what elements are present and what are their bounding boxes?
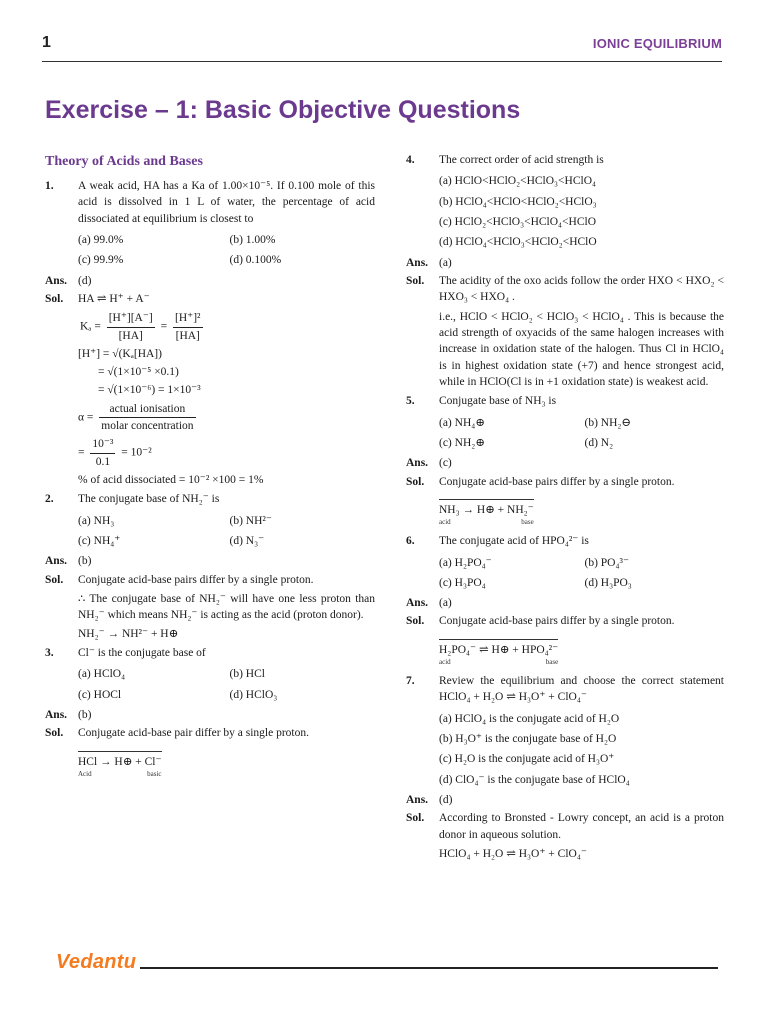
solution-explanation: ∴ The conjugate base of NH₂⁻ will have one less proton than NH₂⁻ which means NH₂⁻ is acting as the acid (proton donor). [78,593,375,622]
option-d: (d) N₂ [584,436,614,449]
solution-explanation: i.e., HClO < HClO₂ < HClO₃ < HClO₄ . This is because the acid strength of oxyacids of the same halogen increases with increase in oxidation state of the halogen. Thus Cl in HClO₄ is in highest oxidation state (+7) and hence strongest acid, while in HClO(Cl is in +1 oxidation state) is weakest acid. [439,310,724,388]
option-a: (a) NH₃ [78,514,115,527]
solution-detail [406,309,724,391]
answer-value: (d) [78,274,92,287]
question-text: The correct order of acid strength is [439,154,604,166]
ans-label: Ans. [406,794,429,807]
sol-label: Sol. [406,812,425,825]
question-7 [406,673,724,790]
solution-detail [45,591,375,642]
option-a: (a) HClO₄ is the conjugate acid of H₂O [439,712,620,725]
pair-labels [439,518,534,528]
answer-value: (d) [439,794,453,807]
h-equation-2: = √(1×10⁻⁵ ×0.1) [98,366,179,379]
pair-labels [78,770,162,780]
answer-row [45,553,375,569]
answer-row [45,273,375,289]
question-number: 4. [406,154,415,166]
answer-value: (a) [439,256,452,269]
option-b: (b) H₃O⁺ is the conjugate base of H₂O [439,733,617,746]
answer-value: (a) [439,597,452,610]
acid-base-pair [78,751,162,780]
acid-base-pair [439,499,534,528]
sol-label: Sol. [406,274,425,287]
solution-row [406,273,724,306]
question-text: The conjugate base of NH₂⁻ is [78,493,220,506]
question-number: 3. [45,647,54,660]
question-6 [406,533,724,593]
page-title: Exercise – 1: Basic Objective Questions [45,96,521,124]
answer-row [406,595,724,611]
solution-row [45,291,375,307]
percent-dissociated: % of acid dissociated = 10⁻² ×100 = 1% [78,474,264,487]
options [439,171,724,252]
solution-equation: NH₂⁻ → NH²⁻ + H⊕ [78,627,179,640]
chapter-title: IONIC EQUILIBRIUM [592,36,722,51]
solution-text: Conjugate acid-base pairs differ by a single proton. [439,615,675,628]
acid-label: Acid [78,770,92,779]
options [439,709,724,790]
answer-row [406,792,724,808]
solution-detail [45,745,375,782]
solution-equation: HClO₄ + H₂O ⇌ H₃O⁺ + ClO₄⁻ [439,848,587,861]
answer-row [406,255,724,271]
fraction-numerator: 10⁻³ [90,436,115,453]
question-number: 7. [406,675,415,688]
ans-label: Ans. [45,709,68,722]
vedantu-logo: Vedantu [56,951,137,973]
solution-detail [406,846,724,862]
solution-text: According to Bronsted - Lowry concept, an acid is a proton donor in aqueous solution. [439,812,724,841]
fraction-denominator: [HA] [175,329,200,342]
alpha-lhs: α = [78,411,94,424]
option-b: (b) HCl [229,668,265,681]
solution-row [406,613,724,629]
equals-sign: = [160,320,168,333]
option-d: (d) 0.100% [229,254,282,267]
solution-text: Conjugate acid-base pair differ by a single proton. [78,727,309,740]
option-d: (d) HClO₃ [229,688,278,701]
left-column [45,152,375,785]
sol-label: Sol. [406,475,425,488]
h-equation-3: = √(1×10⁻⁶) = 1×10⁻³ [98,384,201,397]
solution-equation: HA ⇌ H⁺ + A⁻ [78,292,150,305]
option-a: (a) H₂PO₄⁻ [439,556,492,569]
option-c: (c) HClO₂<HClO₃<HClO₄<HClO [439,215,597,228]
sol-label: Sol. [45,727,64,740]
option-a: (a) HClO₄ [78,668,126,681]
ka-fraction-2 [173,310,202,344]
solution-row [45,725,375,741]
base-label: base [521,518,534,527]
base-label: basic [147,770,162,779]
question-number: 6. [406,535,415,548]
ans-label: Ans. [406,457,429,470]
fraction-denominator: 0.1 [95,455,111,468]
options [439,553,724,594]
option-c: (c) NH₂⊕ [439,436,485,449]
right-column [406,152,724,865]
ans-label: Ans. [45,555,68,568]
sol-label: Sol. [45,573,64,586]
question-2 [45,491,375,551]
ka-equation [78,310,375,344]
solution-row [45,572,375,588]
solution-detail [406,493,724,530]
options [78,664,375,705]
options [78,511,375,552]
ka-lhs: Kₐ = [80,320,101,333]
question-4 [406,152,724,253]
ratio-fraction [90,436,115,470]
section-heading: Theory of Acids and Bases [45,154,203,169]
option-a: (a) 99.0% [78,233,124,246]
ka-fraction-1 [107,310,155,344]
option-c: (c) H₃PO₄ [439,576,486,589]
pair-equation: HCl → H⊕ + Cl⁻ [78,755,162,768]
option-c: (c) H₂O is the conjugate acid of H₃O⁺ [439,753,615,766]
solution-row [406,474,724,490]
question-text: Conjugate base of NH₃ is [439,395,557,408]
fraction-denominator: [HA] [118,329,143,342]
fraction-numerator: [H⁺][A⁻] [107,310,155,327]
sol-label: Sol. [406,615,425,628]
solution-text: The acidity of the oxo acids follow the order HXO < HXO₂ < HXO₃ < HXO₄ . [439,274,724,304]
sol-label: Sol. [45,292,64,305]
option-b: (b) PO₄³⁻ [584,556,630,569]
option-b: (b) 1.00% [229,233,276,246]
option-c: (c) NH₄⁺ [78,535,121,548]
pair-labels [439,658,558,668]
question-number: 2. [45,493,54,506]
base-label: base [545,658,559,667]
question-text: The conjugate acid of HPO₄²⁻ is [439,535,589,548]
answer-row [45,707,375,723]
option-a: (a) HClO<HClO₂<HClO₃<HClO₄ [439,175,597,188]
option-b: (b) NH₂⊖ [584,416,632,429]
fraction-denominator: molar concentration [101,420,194,433]
question-3 [45,645,375,705]
solution-detail [406,633,724,670]
option-d: (d) N₃⁻ [229,535,265,548]
ratio-result: = 10⁻² [121,446,152,459]
options [439,413,724,454]
solution-row [406,810,724,843]
question-text: A weak acid, HA has a Ka of 1.00×10⁻⁵. If 0.100 mole of this acid is dissolved in 1 L of water, the percentage of acid dissociated at equilibrium is closest to [78,179,375,225]
footer-divider [140,967,718,969]
pair-equation: H₂PO₄⁻ ⇌ H⊕ + HPO₄²⁻ [439,643,559,656]
question-number: 5. [406,395,415,408]
page-number: 1 [42,34,51,51]
alpha-equation [78,401,375,435]
option-d: (d) H₃PO₃ [584,576,632,589]
h-equation-1: [H⁺] = √(Kₐ[HA]) [78,347,162,360]
acid-label: acid [439,658,451,667]
ratio-equation [78,436,375,470]
question-text: Review the equilibrium and choose the correct statement HClO₄ + H₂O ⇌ H₃O⁺ + ClO₄⁻ [439,675,724,704]
equals-sign: = [78,446,85,459]
acid-base-pair [439,639,558,668]
alpha-fraction [99,401,195,435]
question-1 [45,178,375,271]
answer-row [406,455,724,471]
option-b: (b) HClO₄<HClO<HClO₂<HClO₃ [439,195,597,208]
option-d: (d) ClO₄⁻ is the conjugate base of HClO₄ [439,773,630,786]
option-d: (d) HClO₄<HClO₃<HClO₂<HClO [439,236,597,249]
options [78,230,375,271]
question-text: Cl⁻ is the conjugate base of [78,647,206,660]
option-c: (c) 99.9% [78,254,124,267]
answer-value: (b) [78,709,92,722]
option-c: (c) HOCl [78,688,122,701]
option-a: (a) NH₄⊕ [439,416,485,429]
question-number: 1. [45,179,54,192]
solution-text: Conjugate acid-base pairs differ by a single proton. [439,475,675,488]
fraction-numerator: actual ionisation [99,401,195,418]
ans-label: Ans. [45,274,68,287]
header-divider [42,61,722,62]
solution-text: Conjugate acid-base pairs differ by a single proton. [78,573,314,586]
ans-label: Ans. [406,597,429,610]
pair-equation: NH₃ → H⊕ + NH₂⁻ [439,503,534,516]
option-b: (b) NH²⁻ [229,514,272,527]
solution-math [45,310,375,488]
fraction-numerator: [H⁺]² [173,310,202,327]
answer-value: (b) [78,555,92,568]
acid-label: acid [439,518,451,527]
ans-label: Ans. [406,256,429,269]
answer-value: (c) [439,457,452,470]
question-5 [406,393,724,453]
